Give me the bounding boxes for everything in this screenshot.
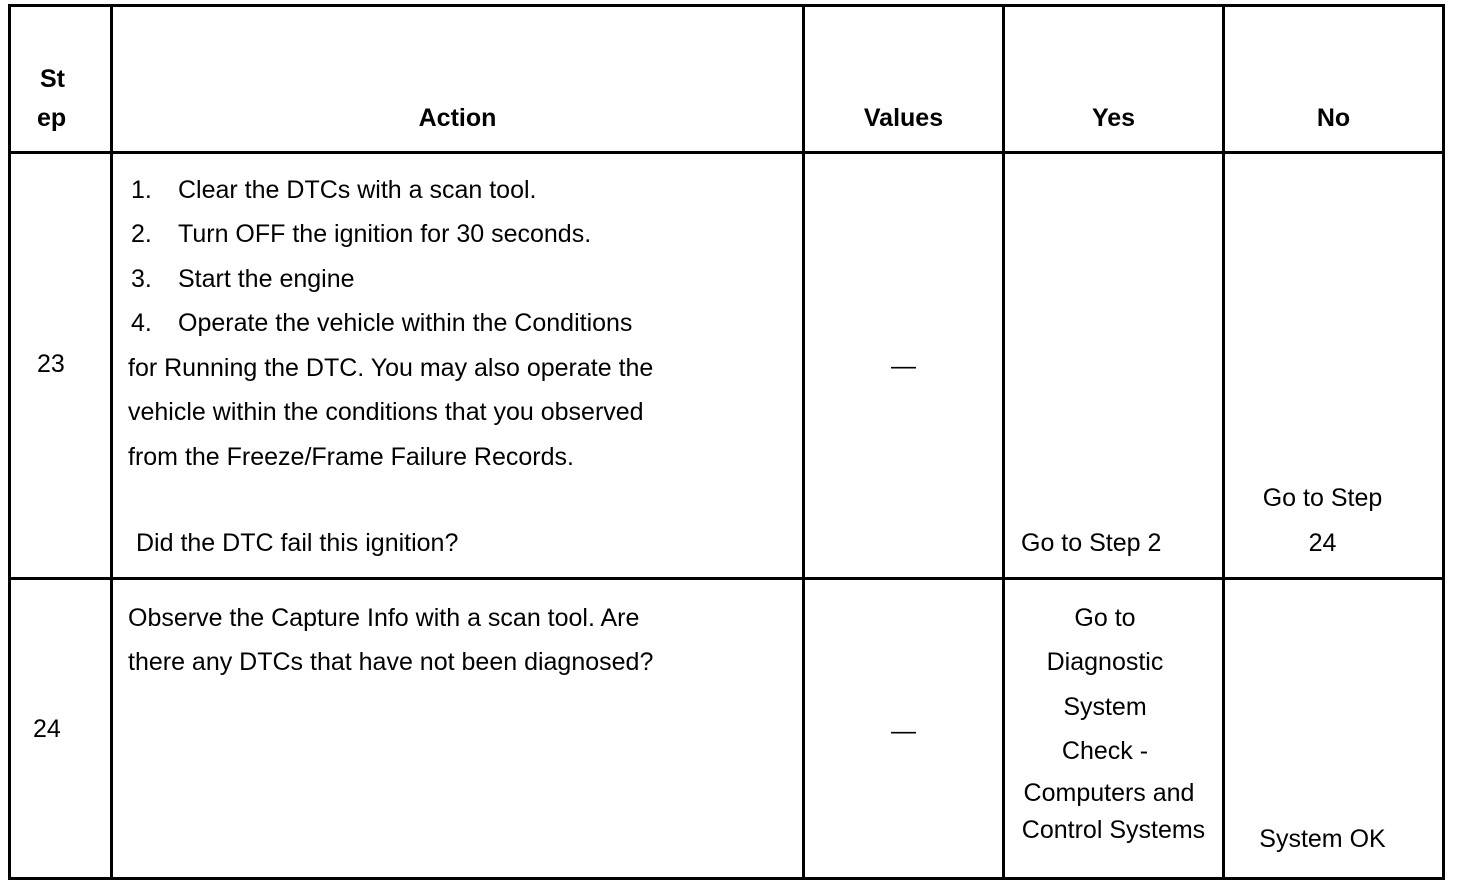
yes-result: Go to Step 2: [1021, 529, 1162, 557]
table-border-right: [1442, 4, 1445, 880]
action-step-4: [131, 308, 632, 338]
header-step-line2: ep: [37, 104, 67, 132]
header-divider: [8, 151, 1445, 154]
action-step-text: Operate the vehicle within the Conditions: [178, 309, 633, 337]
action-step-3: [131, 264, 355, 294]
column-divider-action: [802, 4, 805, 880]
action-step-number: 1.: [131, 176, 152, 204]
no-result: System OK: [1259, 825, 1386, 853]
yes-result-line: Computers and: [1023, 779, 1195, 807]
values-dash: —: [891, 717, 916, 745]
action-continuation-line: vehicle within the conditions that you observed: [128, 398, 644, 426]
header-yes: Yes: [1091, 104, 1136, 132]
yes-result-line: Check -: [1061, 737, 1149, 765]
action-line: Observe the Capture Info with a scan tool. Are: [128, 604, 640, 632]
yes-result-line: Control Systems: [1021, 816, 1206, 844]
no-result-line: Go to Step: [1262, 484, 1383, 512]
header-values: Values: [863, 104, 944, 132]
action-continuation-line: from the Freeze/Frame Failure Records.: [128, 443, 574, 471]
action-line: there any DTCs that have not been diagnosed?: [128, 648, 654, 676]
step-number: 24: [33, 715, 61, 743]
action-continuation-line: for Running the DTC. You may also operate the: [128, 354, 654, 382]
yes-result-line: System: [1063, 693, 1147, 721]
column-divider-step: [110, 4, 113, 880]
action-step-1: [131, 175, 536, 205]
action-step-number: 3.: [131, 265, 152, 293]
action-step-text: Clear the DTCs with a scan tool.: [178, 176, 537, 204]
row-divider: [8, 577, 1445, 580]
diagnostic-table: [8, 4, 1445, 880]
header-action: Action: [418, 104, 497, 132]
yes-result-line: Diagnostic: [1046, 648, 1164, 676]
no-result-line: 24: [1308, 529, 1337, 557]
column-divider-yes: [1222, 4, 1225, 880]
table-border-left: [8, 4, 11, 880]
action-question: Did the DTC fail this ignition?: [136, 529, 459, 557]
table-border-top: [8, 4, 1445, 7]
action-step-number: 2.: [131, 220, 152, 248]
action-step-2: [131, 219, 591, 249]
action-step-number: 4.: [131, 309, 152, 337]
values-dash: —: [891, 352, 916, 380]
action-step-text: Turn OFF the ignition for 30 seconds.: [178, 220, 592, 248]
table-border-bottom: [8, 877, 1445, 880]
header-step-line1: St: [40, 65, 65, 93]
step-number: 23: [37, 350, 65, 378]
action-step-text: Start the engine: [178, 265, 355, 293]
header-no: No: [1316, 104, 1351, 132]
yes-result-line: Go to: [1074, 604, 1136, 632]
